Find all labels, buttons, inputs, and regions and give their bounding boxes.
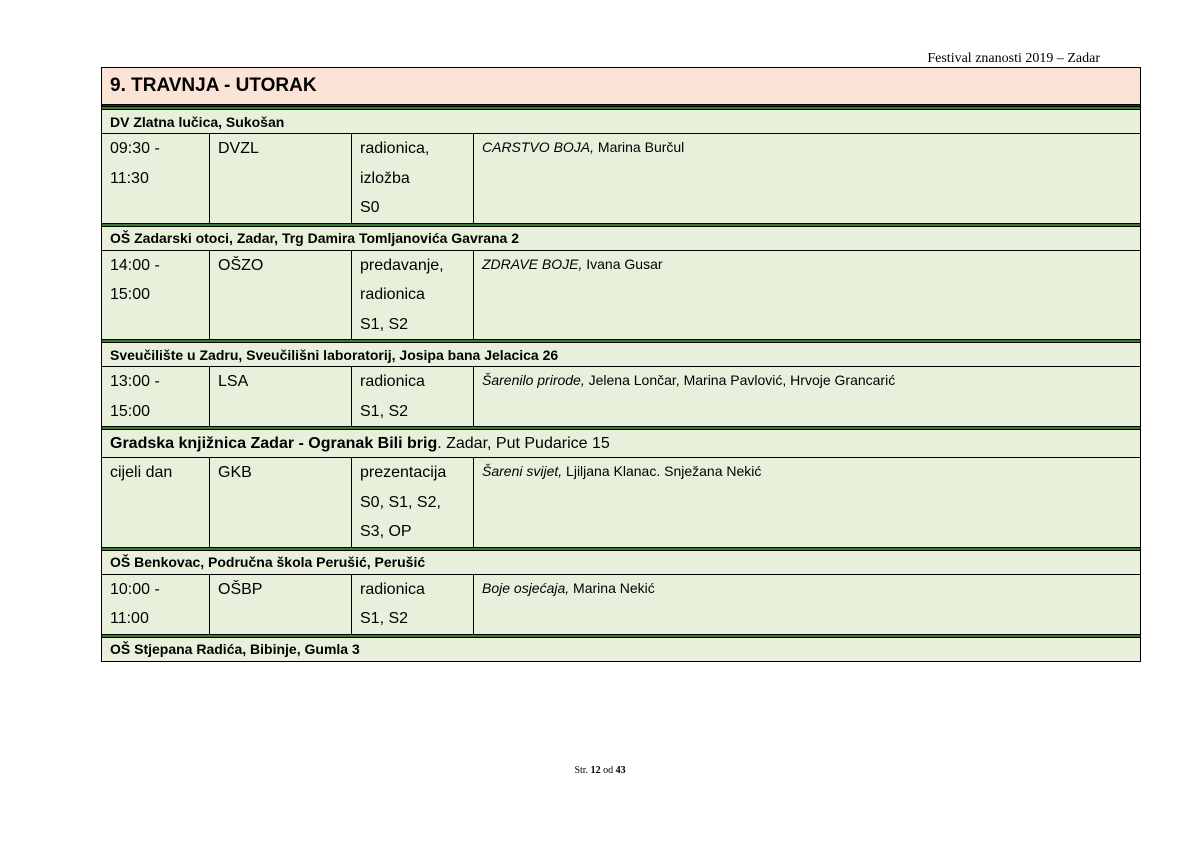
location-name: Gradska knjižnica Zadar - Ogranak Bili brig. Zadar, Put Pudarice 15: [102, 430, 1141, 458]
location-row: [102, 110, 1141, 134]
event-code: GKB: [210, 458, 352, 548]
event-title: Šarenilo prirode,: [482, 372, 585, 388]
event-time: 10:00 - 11:00: [102, 574, 210, 634]
location-name: OŠ Zadarski otoci, Zadar, Trg Damira Tomljanovića Gavrana 2: [102, 226, 1141, 250]
event-description: [474, 134, 1141, 224]
event-authors: Ljiljana Klanac. Snježana Nekić: [562, 463, 762, 479]
location-name: DV Zlatna lučica, Sukošan: [102, 110, 1141, 134]
location-row: [102, 637, 1141, 661]
event-authors: Marina Burčul: [594, 139, 685, 155]
event-title: Boje osjećaja,: [482, 579, 570, 596]
event-type: prezentacija S0, S1, S2, S3, OP: [352, 458, 474, 548]
event-description: [474, 574, 1141, 634]
total-pages: 43: [615, 765, 626, 776]
event-code: LSA: [210, 367, 352, 427]
location-row: [102, 550, 1141, 574]
event-time: 13:00 - 15:00: [102, 367, 210, 427]
event-description: [474, 367, 1141, 427]
location-name: OŠ Stjepana Radića, Bibinje, Gumla 3: [102, 637, 1141, 661]
event-type: radionica S1, S2: [352, 574, 474, 634]
event-row: [102, 250, 1141, 340]
event-authors: Marina Nekić: [569, 579, 655, 596]
event-title: Šareni svijet,: [482, 463, 563, 479]
location-name: OŠ Benkovac, Područna škola Perušić, Perušić: [102, 550, 1141, 574]
location-row: [102, 226, 1141, 250]
current-page: 12: [590, 765, 601, 776]
event-authors: Ivana Gusar: [582, 255, 663, 272]
event-time: 14:00 - 15:00: [102, 250, 210, 340]
event-row: [102, 134, 1141, 224]
event-type: radionica S1, S2: [352, 367, 474, 427]
event-code: OŠBP: [210, 574, 352, 634]
event-description: [474, 458, 1141, 548]
event-description: [474, 250, 1141, 340]
event-time: 09:30 - 11:30: [102, 134, 210, 224]
event-title: ZDRAVE BOJE,: [482, 255, 583, 272]
event-type: predavanje, radionica S1, S2: [352, 250, 474, 340]
day-title: 9. TRAVNJA - UTORAK: [102, 68, 1141, 105]
page-footer: Str. 12 od 43: [574, 765, 626, 776]
location-row: [102, 430, 1141, 458]
event-type: radionica, izložba S0: [352, 134, 474, 224]
location-row: [102, 343, 1141, 367]
event-code: OŠZO: [210, 250, 352, 340]
event-row: [102, 574, 1141, 634]
event-title: CARSTVO BOJA,: [482, 139, 595, 155]
event-code: DVZL: [210, 134, 352, 224]
location-name: Sveučilište u Zadru, Sveučilišni laboratorij, Josipa bana Jelacica 26: [102, 343, 1141, 367]
event-authors: Jelena Lončar, Marina Pavlović, Hrvoje Grancarić: [584, 372, 896, 388]
event-row: [102, 458, 1141, 548]
document-header: Festival znanosti 2019 – Zadar: [927, 51, 1100, 66]
event-row: [102, 367, 1141, 427]
schedule-table: [101, 67, 1141, 662]
event-time: cijeli dan: [102, 458, 210, 548]
